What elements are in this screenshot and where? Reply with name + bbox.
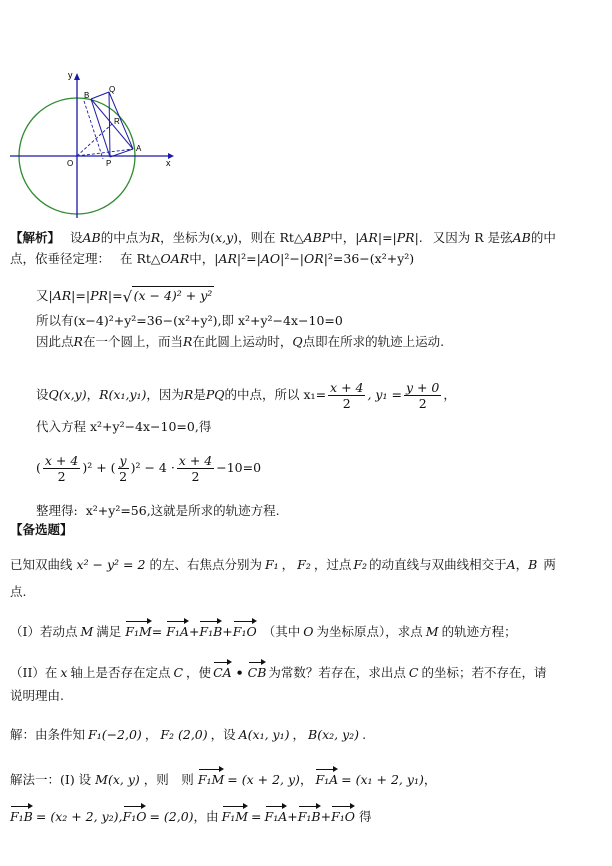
backup-q2: （II）在 x 轴上是否存在定点 C ，使 CA • CB 为常数？若存在，求出点 C 的坐标；若不存在，请 (10, 661, 547, 681)
analysis-line-2: 点，依垂径定理： 在 Rt△OAR中，|AR|²=|AO|²−|OR|²=36−(x²+y²) (10, 251, 415, 266)
label-a: A (136, 144, 142, 153)
fraction: $\frac{y + 0}{2}$ (405, 380, 440, 411)
label-x: x (166, 158, 171, 168)
analysis-line-7: 代入方程 x²+y²−4x−10=0,得 (36, 419, 212, 434)
backup-line-2: 点. (10, 584, 27, 599)
segment-qa (109, 92, 133, 149)
analysis-header: 【解析】 (10, 230, 61, 245)
circle-diagram (0, 64, 180, 224)
label-r: R (114, 117, 120, 126)
analysis-line-9: 整理得: x²+y²=56,这就是所求的轨迹方程. (36, 503, 280, 518)
backup-q3: 说明理由. (10, 688, 64, 703)
segment-pq (109, 92, 110, 157)
label-q: Q (109, 85, 116, 94)
analysis-line-3: 又|AR|=|PR|= √ (x − 4)² + y² (36, 288, 213, 306)
analysis-line-4: 所以有(x−4)²+y²=36−(x²+y²),即 x²+y²−4x−10=0 (36, 313, 343, 328)
analysis-line-1: 【解析】 设AB的中点为R，坐标为(x,y)，则在 Rt△ABP中，|AR|=|PR|. 又因为 R 是弦AB的中 (10, 230, 556, 245)
fraction: $\frac{x + 4}{2}$ (330, 380, 364, 411)
fraction: $\frac{x + 4}{2}$ (178, 453, 213, 484)
analysis-line-8: ( $\frac{x + 4}{2}$ )² + ( $\frac{y}{2}$ )² − 4 · $\frac{x + 4}{2}$ −10=0 (36, 453, 262, 484)
analysis-line-6: 设Q(x,y)，R(x₁,y₁)，因为R是PQ的中点，所以 x₁= $\frac{x + 4}{2}$ , y₁ = $\frac{y + 0}{2}$ ， (36, 380, 456, 411)
label-b: B (84, 91, 90, 100)
label-o: O (67, 159, 74, 168)
segment-or (77, 124, 112, 156)
fraction: $\frac{y}{2}$ (119, 453, 128, 484)
backup-line-1: 已知双曲线 x² − y² = 2 的左、右焦点分别为 F₁ ， F₂ ，过点 F₂ 的动直线与双曲线相交于A，B 两 (10, 557, 556, 572)
solution-line-1: 解：由条件知 F₁(−2,0) ， F₂ (2,0) ，设 A(x₁, y₁) ， B(x₂, y₂) . (10, 727, 367, 742)
backup-header: 【备选题】 (10, 522, 73, 537)
segment-oa (77, 149, 133, 156)
y-axis-arrow-icon (74, 73, 80, 80)
sqrt-expression: √ (x − 4)² + y² (122, 288, 213, 306)
label-p: P (106, 159, 112, 168)
segment-bq (91, 92, 109, 99)
backup-q1: （I）若动点 M 满足 F₁M= F₁A+F₁B+F₁O （其中 O 为坐标原点），求点 M 的轨迹方程； (10, 620, 517, 640)
label-y: y (68, 70, 73, 80)
solution-line-2: 解法一：(I) 设 M(x, y) ，则 则 F₁M = (x + 2, y)， F₁A = (x₁ + 2, y₁)， (10, 768, 436, 788)
solution-line-3: F₁B = (x₂ + 2, y₂),F₁O = (2,0)，由 F₁M = F₁A+F₁B+F₁O 得 (10, 805, 372, 825)
fraction: $\frac{x + 4}{2}$ (44, 453, 79, 484)
analysis-line-5: 因此点R在一个圆上，而当R在此圆上运动时，Q点即在所求的轨迹上运动. (36, 334, 445, 349)
